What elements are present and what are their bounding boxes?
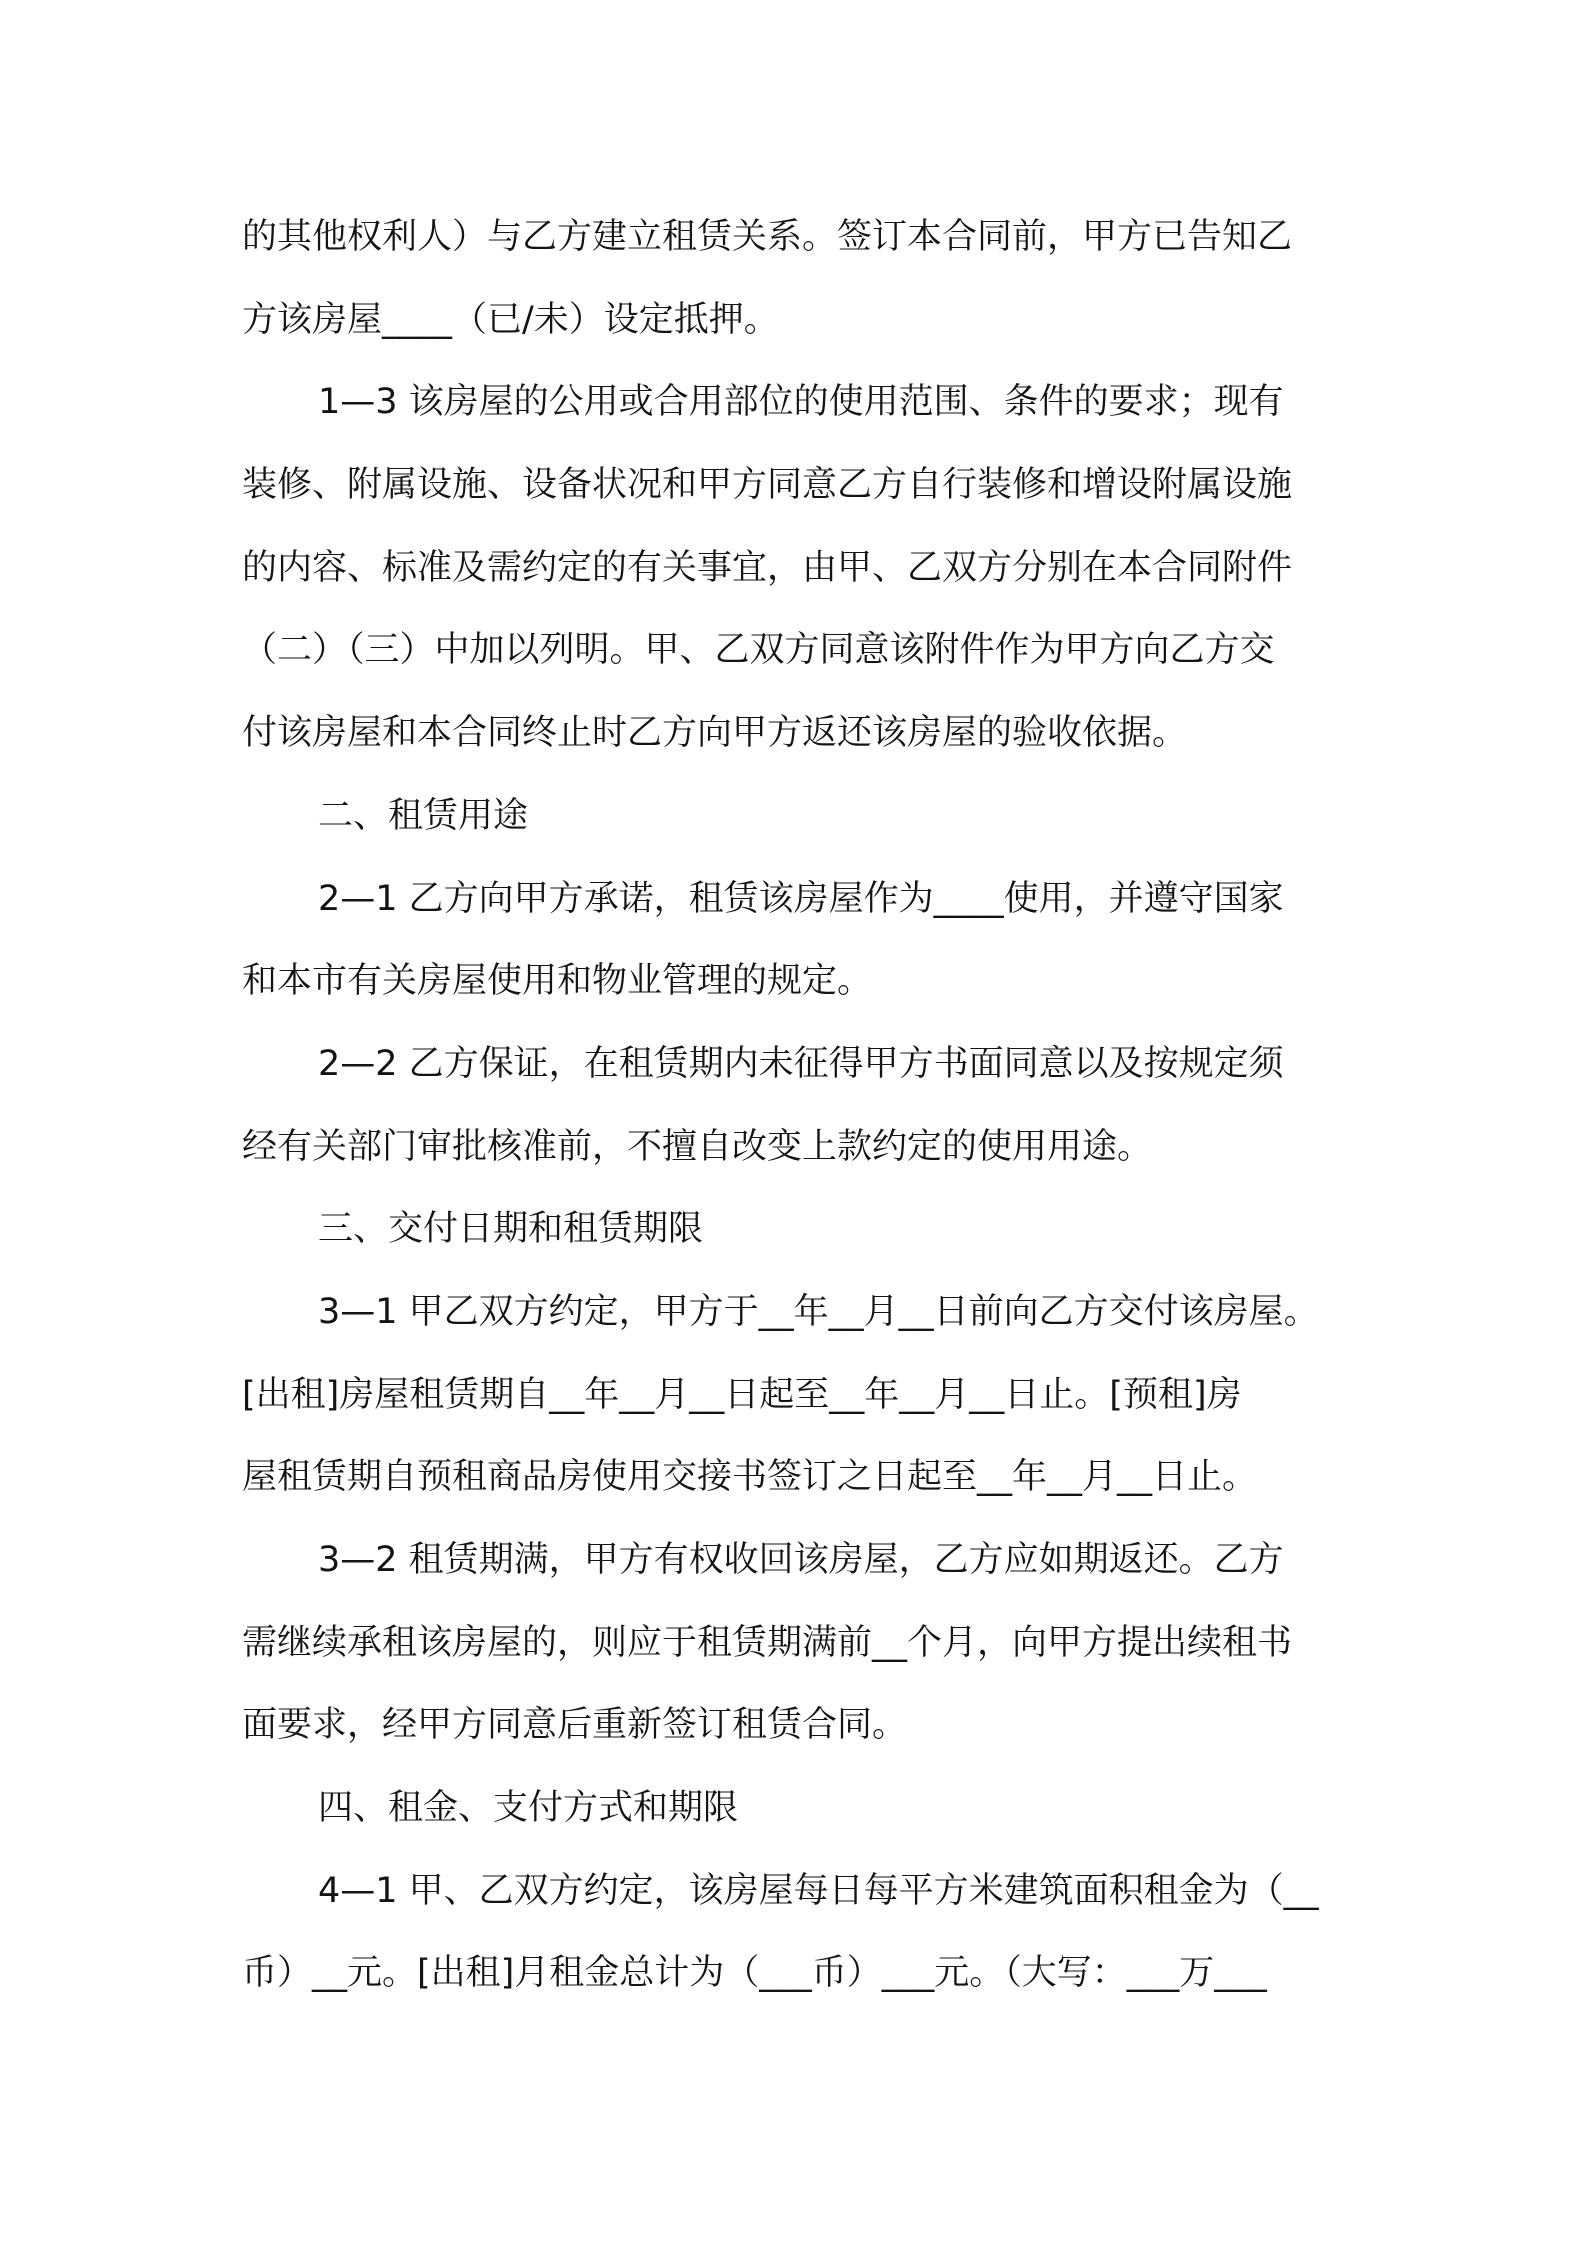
text-line: 2—2 乙方保证，在租赁期内未征得甲方书面同意以及按规定须	[318, 1043, 1284, 1084]
text-line: 的内容、标准及需约定的有关事宜，由甲、乙双方分别在本合同附件	[242, 547, 1293, 588]
text-line: 二、租赁用途	[318, 795, 529, 836]
text-line: 装修、附属设施、设备状况和甲方同意乙方自行装修和增设附属设施	[242, 465, 1293, 506]
text-line: 币）__元。[出租]月租金总计为（___币）___元。（大写：___万___	[242, 1953, 1267, 1994]
text-line: 经有关部门审批核准前，不擅自改变上款约定的使用用途。	[242, 1126, 1153, 1167]
text-line: 面要求，经甲方同意后重新签订租赁合同。	[242, 1705, 908, 1746]
text-line: 四、租金、支付方式和期限	[318, 1788, 739, 1829]
text-line: 方该房屋____（已/未）设定抵押。	[242, 299, 779, 340]
text-line: 和本市有关房屋使用和物业管理的规定。	[242, 961, 873, 1002]
text-line: 屋租赁期自预租商品房使用交接书签订之日起至__年__月__日止。	[242, 1457, 1258, 1498]
text-line: 4—1 甲、乙双方约定，该房屋每日每平方米建筑面积租金为（__	[318, 1870, 1319, 1911]
text-line: 3—1 甲乙双方约定，甲方于__年__月__日前向乙方交付该房屋。	[318, 1291, 1319, 1332]
text-line: 三、交付日期和租赁期限	[318, 1209, 704, 1250]
text-line: [出租]房屋租赁期自__年__月__日起至__年__月__日止。[预租]房	[242, 1374, 1242, 1415]
text-line: 的其他权利人）与乙方建立租赁关系。签订本合同前，甲方已告知乙	[242, 217, 1293, 257]
text-line: 1—3 该房屋的公用或合用部位的使用范围、条件的要求；现有	[318, 382, 1284, 423]
text-line: 付该房屋和本合同终止时乙方向甲方返还该房屋的验收依据。	[242, 713, 1188, 754]
text-line: （二）（三）中加以列明。甲、乙双方同意该附件作为甲方向乙方交	[242, 630, 1275, 671]
text-line: 需继续承租该房屋的，则应于租赁期满前__个月，向甲方提出续租书	[242, 1622, 1293, 1663]
text-line: 2—1 乙方向甲方承诺，租赁该房屋作为____使用，并遵守国家	[318, 878, 1284, 919]
text-line: 3—2 租赁期满，甲方有权收回该房屋，乙方应如期返还。乙方	[318, 1540, 1284, 1580]
contract-body-text	[242, 196, 1354, 2015]
